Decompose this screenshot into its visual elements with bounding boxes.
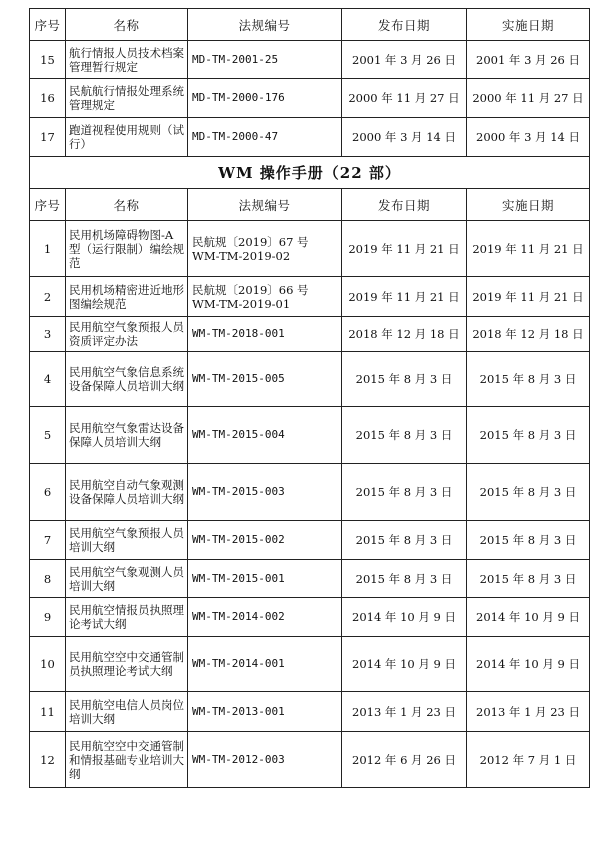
row-name: 民用航空气象信息系统设备保障人员培训大纲 bbox=[66, 352, 188, 407]
row-name: 民用航空气象观测人员培训大纲 bbox=[66, 560, 188, 598]
row-issued: 2015 年 8 月 3 日 bbox=[342, 464, 467, 521]
row-code: WM-TM-2015-002 bbox=[188, 521, 342, 560]
row-name: 民用机场精密进近地形图编绘规范 bbox=[66, 277, 188, 317]
row-effective: 2018 年 12 月 18 日 bbox=[467, 317, 590, 352]
header-name: 名称 bbox=[66, 189, 188, 221]
row-issued: 2001 年 3 月 26 日 bbox=[342, 41, 467, 79]
row-issued: 2014 年 10 月 9 日 bbox=[342, 637, 467, 692]
row-code: WM-TM-2014-002 bbox=[188, 598, 342, 637]
row-name: 航行情报人员技术档案管理暂行规定 bbox=[66, 41, 188, 79]
row-code: WM-TM-2015-001 bbox=[188, 560, 342, 598]
table-row bbox=[30, 560, 590, 598]
row-no: 9 bbox=[30, 598, 66, 637]
row-issued: 2015 年 8 月 3 日 bbox=[342, 407, 467, 464]
row-name: 跑道视程使用规则（试行） bbox=[66, 118, 188, 157]
row-effective: 2015 年 8 月 3 日 bbox=[467, 560, 590, 598]
row-effective: 2019 年 11 月 21 日 bbox=[467, 221, 590, 277]
row-name: 民用航空自动气象观测设备保障人员培训大纲 bbox=[66, 464, 188, 521]
table-row bbox=[30, 692, 590, 732]
row-issued: 2014 年 10 月 9 日 bbox=[342, 598, 467, 637]
header-row-wm bbox=[30, 189, 590, 221]
header-code: 法规编号 bbox=[188, 189, 342, 221]
header-code: 法规编号 bbox=[188, 9, 342, 41]
table-row bbox=[30, 118, 590, 157]
row-effective: 2014 年 10 月 9 日 bbox=[467, 637, 590, 692]
row-no: 15 bbox=[30, 41, 66, 79]
row-effective: 2019 年 11 月 21 日 bbox=[467, 277, 590, 317]
row-code: 民航规〔2019〕67 号 WM-TM-2019-02 bbox=[188, 221, 342, 277]
table-row bbox=[30, 521, 590, 560]
row-issued: 2015 年 8 月 3 日 bbox=[342, 560, 467, 598]
row-issued: 2019 年 11 月 21 日 bbox=[342, 221, 467, 277]
row-name: 民用航空空中交通管制和情报基础专业培训大纲 bbox=[66, 732, 188, 788]
table-row bbox=[30, 732, 590, 788]
row-issued: 2015 年 8 月 3 日 bbox=[342, 521, 467, 560]
row-no: 7 bbox=[30, 521, 66, 560]
row-code: WM-TM-2015-004 bbox=[188, 407, 342, 464]
row-name: 民用航空气象预报人员培训大纲 bbox=[66, 521, 188, 560]
row-issued: 2012 年 6 月 26 日 bbox=[342, 732, 467, 788]
row-no: 16 bbox=[30, 79, 66, 118]
table-row bbox=[30, 317, 590, 352]
table-row bbox=[30, 352, 590, 407]
row-effective: 2012 年 7 月 1 日 bbox=[467, 732, 590, 788]
table-row bbox=[30, 598, 590, 637]
row-effective: 2001 年 3 月 26 日 bbox=[467, 41, 590, 79]
table-row bbox=[30, 79, 590, 118]
regulation-table bbox=[29, 8, 590, 788]
header-name: 名称 bbox=[66, 9, 188, 41]
row-code: WM-TM-2015-003 bbox=[188, 464, 342, 521]
row-effective: 2015 年 8 月 3 日 bbox=[467, 407, 590, 464]
row-code: WM-TM-2015-005 bbox=[188, 352, 342, 407]
row-issued: 2018 年 12 月 18 日 bbox=[342, 317, 467, 352]
table-row bbox=[30, 637, 590, 692]
header-no: 序号 bbox=[30, 9, 66, 41]
row-effective: 2015 年 8 月 3 日 bbox=[467, 352, 590, 407]
row-effective: 2000 年 3 月 14 日 bbox=[467, 118, 590, 157]
row-code: WM-TM-2013-001 bbox=[188, 692, 342, 732]
row-issued: 2013 年 1 月 23 日 bbox=[342, 692, 467, 732]
row-code: MD-TM-2000-47 bbox=[188, 118, 342, 157]
row-no: 5 bbox=[30, 407, 66, 464]
header-effective: 实施日期 bbox=[467, 189, 590, 221]
table-row bbox=[30, 221, 590, 277]
row-code: WM-TM-2014-001 bbox=[188, 637, 342, 692]
row-issued: 2000 年 3 月 14 日 bbox=[342, 118, 467, 157]
row-effective: 2000 年 11 月 27 日 bbox=[467, 79, 590, 118]
row-name: 民用航空空中交通管制员执照理论考试大纲 bbox=[66, 637, 188, 692]
row-name: 民用航空情报员执照理论考试大纲 bbox=[66, 598, 188, 637]
row-code: MD-TM-2001-25 bbox=[188, 41, 342, 79]
row-no: 8 bbox=[30, 560, 66, 598]
row-code: MD-TM-2000-176 bbox=[188, 79, 342, 118]
row-code: WM-TM-2018-001 bbox=[188, 317, 342, 352]
row-effective: 2015 年 8 月 3 日 bbox=[467, 464, 590, 521]
header-effective: 实施日期 bbox=[467, 9, 590, 41]
row-effective: 2015 年 8 月 3 日 bbox=[467, 521, 590, 560]
row-name: 民用航空气象预报人员资质评定办法 bbox=[66, 317, 188, 352]
table-row bbox=[30, 41, 590, 79]
table-row bbox=[30, 464, 590, 521]
row-no: 1 bbox=[30, 221, 66, 277]
header-row-top bbox=[30, 9, 590, 41]
row-name: 民用航空电信人员岗位培训大纲 bbox=[66, 692, 188, 732]
table-row bbox=[30, 407, 590, 464]
row-code: WM-TM-2012-003 bbox=[188, 732, 342, 788]
row-no: 17 bbox=[30, 118, 66, 157]
row-issued: 2019 年 11 月 21 日 bbox=[342, 277, 467, 317]
header-issued: 发布日期 bbox=[342, 9, 467, 41]
row-code: 民航规〔2019〕66 号 WM-TM-2019-01 bbox=[188, 277, 342, 317]
row-no: 2 bbox=[30, 277, 66, 317]
row-effective: 2014 年 10 月 9 日 bbox=[467, 598, 590, 637]
row-issued: 2015 年 8 月 3 日 bbox=[342, 352, 467, 407]
section-title: WM 操作手册（22 部） bbox=[30, 157, 590, 189]
header-no: 序号 bbox=[30, 189, 66, 221]
row-effective: 2013 年 1 月 23 日 bbox=[467, 692, 590, 732]
row-name: 民航航行情报处理系统管理规定 bbox=[66, 79, 188, 118]
row-no: 10 bbox=[30, 637, 66, 692]
row-issued: 2000 年 11 月 27 日 bbox=[342, 79, 467, 118]
row-name: 民用机场障碍物图-A 型（运行限制）编绘规范 bbox=[66, 221, 188, 277]
row-no: 11 bbox=[30, 692, 66, 732]
row-no: 12 bbox=[30, 732, 66, 788]
row-no: 3 bbox=[30, 317, 66, 352]
section-row bbox=[30, 157, 590, 189]
row-no: 4 bbox=[30, 352, 66, 407]
row-name: 民用航空气象雷达设备保障人员培训大纲 bbox=[66, 407, 188, 464]
row-no: 6 bbox=[30, 464, 66, 521]
header-issued: 发布日期 bbox=[342, 189, 467, 221]
table-row bbox=[30, 277, 590, 317]
